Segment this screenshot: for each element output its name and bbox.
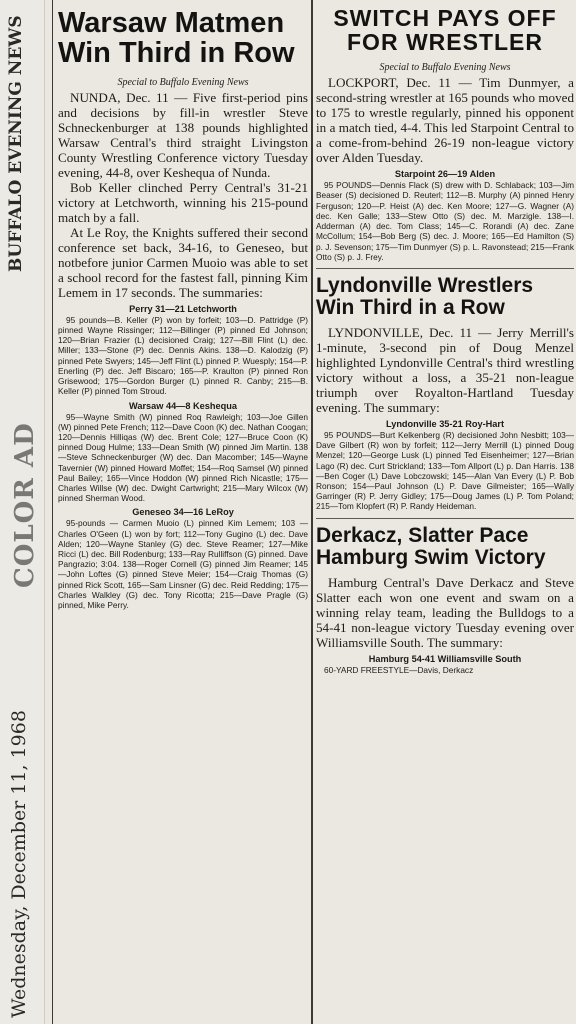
article-paragraph: NUNDA, Dec. 11 — Five first-period pins and decisions by fill-in wrestler Steve Schneckenburger at 138 pounds highlighted Warsaw Central's third straight Livingston County Wrestling Conference victory Tuesday evening, 44-8, over Keshequa of Nunda. [58, 89, 308, 180]
summary-results: 95 POUNDS—Burt Kelkenberg (R) decisioned John Nesbitt; 103—Dave Gilbert (R) won by forfeit; 112—Jerry Merrill (L) pinned Doug Menzel; 120—George Lusk (L) pinned Ted Eisenheimer; 127—Brian Lago (R) dec. Curt Strickland; 133—Tom Allport (L) p. Dan Harris. 138—Ben Coger (L) Dave Lobczowski; 145—Alan Van Every (L) P. Bob Ronson; 154—Paul Johnson (L) P. Dave Gilmeister; 165—Wally Garringer (R) P. Jerry Gidley; 175—Doug James (L) P. Tom Poland; 215—Tom Klopfert (R) P. Randy Heideman. [316, 430, 574, 512]
article-paragraph: Hamburg Central's Dave Derkacz and Steve Slatter each won one event and swam on a winning relay team, leading the Bulldogs to a 54-41 non-league victory Tuesday evening over Williamsville South. The summary: [316, 574, 574, 650]
lyndonville-headline [316, 275, 574, 319]
column-rule-center [311, 0, 313, 1024]
summary-heading: Geneseo 34—16 LeRoy [132, 507, 234, 518]
headline-line: FOR WRESTLER [347, 29, 543, 56]
summary-heading: Perry 31—21 Letchworth [129, 303, 237, 314]
article-paragraph: Bob Keller clinched Perry Central's 31-21 victory at Letchworth, winning his 215-pound match by a fall. [58, 179, 308, 225]
warsaw-headline [58, 8, 308, 69]
headline-line: Win Third in Row [58, 37, 295, 70]
article-paragraph: LYNDONVILLE, Dec. 11 — Jerry Merrill's 1-minute, 3-second pin of Doug Menzel highlighted Lyndonville Central's third wrestling victory without a loss, a 35-21 non-league triumph over Royalton-Hartland Tuesday evening. The summary: [316, 325, 574, 415]
headline-line: Warsaw Matmen [58, 7, 285, 39]
story-divider [316, 518, 574, 519]
summary-results: 95-pounds — Carmen Muoio (L) pinned Kim Lemem; 103 — Charles O'Geen (L) won by fort; 112—Tony Gugino (L) dec. Dave Alden; 120—Wayne Stanley (G) dec. Steve Reamer; 127—Mike Ricci (L) dec. Bill Rodenburg; 133—Ray Rulliffson (G) pinned. Dave Pangrazio; 3:04. 138—Roger Cornell (G) pinned Jim Reamer; 145—John Loftes (G) pinned Steve Meier; 154—Craig Thomas (G) pinned Rick Scott, 165—Sam Linsner (G) dec. Reid Redding; 175—Charles Walkley (G) dec. Tony Ricotta; 215—Dave Pragle (G) pinned, Mike Perry. [58, 518, 308, 610]
color-ad-stamp: COLOR AD [10, 422, 40, 588]
summary-results: 95—Wayne Smith (W) pinned Roq Rawleigh; 103—Joe Gillen (W) pinned Pete French; 112—Dave Coon (K) dec. Nathan Coogan; 120—Dennis Hilliqas (W) dec. Brent Cole; 127—Bruce Coon (K) pinned Doug Hulme; 133—Dean Smith (W) pinned Jim Martin. 138—Steve Schneckenburger (W) dec. Dan Macomber; 145—Wayne Tavernier (W) pinned Howard Moffet; 154—Roq Samsel (W) pinned Paul Bailey; 165—Vince Hoddon (W) pinned Rich Nicastle; 175—Charles Willse (W) dec. Dwight Cartwright; 215—Mary Wilcox (W) pinned Sherman Wood. [58, 411, 308, 504]
derkacz-headline [316, 525, 574, 569]
byline-credit: Special to Buffalo Evening News [379, 62, 511, 74]
summary-heading: Lyndonville 35-21 Roy-Hart [385, 419, 505, 429]
headline-line: Hamburg Swim Victory [316, 545, 546, 569]
page-margin [0, 0, 45, 1024]
summary-results: 95 POUNDS—Dennis Flack (S) drew with D. Schlaback; 103—Jim Beaser (S) decisioned D. Reuterl; 112—B. Murphy (A) pinned Henry Ferguson; 120—P. Heist (A) dec. Ken Moore; 127—G. Wagner (A) dec. Ken Galle; 133—Stew Otto (S) dec. M. Marzigle. 138—I. Adderman (A) dec. Tom Class; 145—C. Rorandi (A) dec. Zane McCollum; 154—Bob Berg (S) dec. J. Moore; 165—Ed Hamilton (S) p. J. Sevenson; 175—Tim Dunmyer (S) p. L. Ravonstead; 215—Frank Otto (S) p. J. Frey. [316, 180, 574, 262]
headline-line: SWITCH PAYS OFF [333, 5, 557, 31]
summary-heading: Warsaw 44—8 Keshequa [129, 400, 237, 411]
headline-line: Win Third in a Row [316, 295, 505, 319]
summary-results: 60-YARD FREESTYLE—Davis, Derkacz [324, 664, 474, 675]
summary-results: 95 pounds—B. Keller (P) won by forfeit; 103—D. Pattridge (P) pinned Wayne Rissinger; 112—Billinger (P) pinned Ed Johnson; 120—Brian Frazier (L) decisioned Craig; 127—Bill Flint (L) dec. Miller; 133—Stone (P) dec. Dennis Akins. 138—D. Kalodzig (P) pinned Pete Swyers; 145—Jeff Flint (L) pinned P. Wuesply; 154—P. Enerling (P) dec. Jeff Biscaro; 165—P. Kraulton (P) pinned Ron Grisewood; 175—Gordon Burger (L) pinned R. Canby; 215—B. Keller (P) pinned Tom Stroud. [58, 314, 308, 397]
article-paragraph: At Le Roy, the Knights suffered their second conference set back, 34-16, to Geneseo, but notbefore junior Carmen Muoio was able to set a school record for the fastest fall, pinning Kim Lemem in 17 seconds. The summaries: [58, 224, 308, 300]
headline-line: Derkacz, Slatter Pace [316, 523, 529, 547]
headline-line: Lyndonville Wrestlers [316, 273, 534, 297]
switch-headline [316, 6, 574, 54]
article-paragraph: LOCKPORT, Dec. 11 — Tim Dunmyer, a second-string wrestler at 165 pounds who moved to 175 to wrestle regularly, pinned his opponent in a match tied, 4-4. This led Starpoint Central to a come-from-behind 26-19 non-league victory over Alden Tuesday. [316, 75, 574, 166]
summary-heading: Hamburg 54-41 Williamsville South [368, 653, 522, 664]
story-divider [316, 268, 574, 269]
publication-name: BUFFALO EVENING NEWS [6, 15, 26, 272]
column-rule-left [52, 0, 53, 1024]
byline-credit: Special to Buffalo Evening News [117, 76, 249, 88]
column-right [316, 0, 574, 1024]
publication-date: Wednesday, December 11, 1968 [8, 710, 30, 1018]
column-left [58, 0, 308, 1024]
summary-heading: Starpoint 26—19 Alden [394, 169, 496, 180]
